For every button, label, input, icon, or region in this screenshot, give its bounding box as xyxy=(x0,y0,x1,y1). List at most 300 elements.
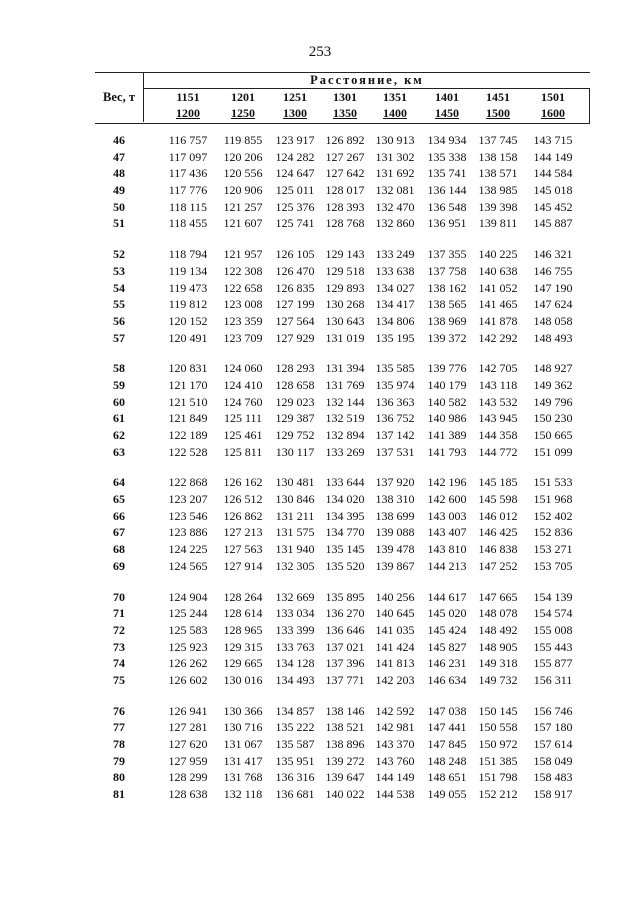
value-cell: 124 647 xyxy=(275,166,315,181)
value-cell: 146 425 xyxy=(478,525,518,540)
distance-range-header xyxy=(365,89,425,122)
value-cell: 142 592 xyxy=(375,703,415,718)
value-cell: 120 831 xyxy=(168,361,208,376)
value-cell: 152 402 xyxy=(533,508,573,523)
value-cell: 141 465 xyxy=(478,297,518,312)
value-cell: 149 732 xyxy=(478,672,518,687)
value-cell: 139 478 xyxy=(375,542,415,557)
value-cell: 137 142 xyxy=(375,428,415,442)
value-cell: 123 359 xyxy=(223,313,263,328)
table-row xyxy=(95,639,595,656)
value-cell: 154 139 xyxy=(533,589,573,604)
value-cell: 123 207 xyxy=(168,492,208,507)
value-cell: 149 055 xyxy=(427,787,467,802)
value-cell: 136 681 xyxy=(275,787,315,802)
value-cell: 143 532 xyxy=(478,394,518,409)
value-cell: 122 308 xyxy=(223,263,263,278)
weight-cell: 77 xyxy=(113,720,125,735)
table-row xyxy=(95,246,595,263)
value-cell: 151 968 xyxy=(533,492,573,507)
value-cell: 135 585 xyxy=(375,361,415,376)
value-cell: 143 715 xyxy=(533,133,573,147)
value-cell: 152 212 xyxy=(478,787,518,802)
table-row xyxy=(95,769,595,786)
table-row xyxy=(95,263,595,280)
table-row xyxy=(95,313,595,330)
value-cell: 144 538 xyxy=(375,787,415,802)
value-cell: 145 424 xyxy=(427,622,467,637)
value-cell: 127 213 xyxy=(223,525,263,540)
value-cell: 145 887 xyxy=(533,216,573,231)
table-row xyxy=(95,215,595,232)
value-cell: 126 835 xyxy=(275,280,315,295)
weight-cell: 52 xyxy=(113,247,125,262)
weight-cell: 57 xyxy=(113,330,125,345)
value-cell: 133 034 xyxy=(275,606,315,621)
table-row xyxy=(95,377,595,394)
value-cell: 133 763 xyxy=(275,639,315,654)
weight-cell: 49 xyxy=(113,183,125,198)
range-from: 1151 xyxy=(176,90,200,104)
value-cell: 127 642 xyxy=(325,166,365,181)
row-group xyxy=(95,246,595,346)
value-cell: 151 099 xyxy=(533,444,573,459)
value-cell: 128 299 xyxy=(168,770,208,785)
value-cell: 137 758 xyxy=(427,263,467,278)
value-cell: 131 692 xyxy=(375,166,415,181)
value-cell: 143 760 xyxy=(375,753,415,768)
value-cell: 133 269 xyxy=(325,444,365,459)
weight-cell: 62 xyxy=(113,428,125,442)
range-to: 1350 xyxy=(333,106,357,120)
value-cell: 157 180 xyxy=(533,720,573,735)
value-cell: 144 772 xyxy=(478,444,518,459)
value-cell: 143 810 xyxy=(427,542,467,557)
value-cell: 145 185 xyxy=(478,475,518,490)
value-cell: 135 145 xyxy=(325,542,365,557)
value-cell: 144 149 xyxy=(375,770,415,785)
table-body xyxy=(95,132,595,817)
value-cell: 116 757 xyxy=(168,133,208,147)
value-cell: 129 665 xyxy=(223,656,263,671)
value-cell: 126 512 xyxy=(223,492,263,507)
value-cell: 118 794 xyxy=(168,247,208,262)
value-cell: 155 008 xyxy=(533,622,573,637)
range-to: 1400 xyxy=(383,106,407,120)
distance-range-header xyxy=(213,89,273,122)
value-cell: 121 957 xyxy=(223,247,263,262)
value-cell: 147 038 xyxy=(427,703,467,718)
value-cell: 141 035 xyxy=(375,622,415,637)
value-cell: 158 049 xyxy=(533,753,573,768)
value-cell: 142 196 xyxy=(427,475,467,490)
value-cell: 117 436 xyxy=(168,166,208,181)
value-cell: 132 519 xyxy=(325,411,365,426)
value-cell: 146 321 xyxy=(533,247,573,262)
row-group xyxy=(95,132,595,232)
value-cell: 134 128 xyxy=(275,656,315,671)
weight-cell: 74 xyxy=(113,656,125,671)
value-cell: 131 940 xyxy=(275,542,315,557)
value-cell: 126 105 xyxy=(275,247,315,262)
value-cell: 138 158 xyxy=(478,149,518,164)
value-cell: 132 118 xyxy=(223,787,263,802)
value-cell: 128 658 xyxy=(275,377,315,392)
value-cell: 119 134 xyxy=(168,263,208,278)
value-cell: 125 376 xyxy=(275,199,315,214)
value-cell: 135 338 xyxy=(427,149,467,164)
value-cell: 136 316 xyxy=(275,770,315,785)
distance-group-header: Расстояние, км xyxy=(144,73,590,89)
value-cell: 131 769 xyxy=(325,377,365,392)
value-cell: 139 398 xyxy=(478,199,518,214)
value-cell: 142 705 xyxy=(478,361,518,376)
value-cell: 141 793 xyxy=(427,444,467,459)
value-cell: 150 972 xyxy=(478,737,518,751)
value-cell: 126 162 xyxy=(223,475,263,490)
weight-cell: 78 xyxy=(113,737,125,751)
value-cell: 147 190 xyxy=(533,280,573,295)
value-cell: 119 812 xyxy=(168,297,208,312)
value-cell: 125 583 xyxy=(168,622,208,637)
value-cell: 123 709 xyxy=(223,330,263,345)
table-row xyxy=(95,444,595,461)
value-cell: 118 115 xyxy=(168,199,208,214)
value-cell: 135 951 xyxy=(275,753,315,768)
value-cell: 133 399 xyxy=(275,622,315,637)
table-row xyxy=(95,296,595,313)
value-cell: 146 012 xyxy=(478,508,518,523)
value-cell: 123 008 xyxy=(223,297,263,312)
value-cell: 154 574 xyxy=(533,606,573,621)
value-cell: 128 638 xyxy=(168,787,208,802)
table-row xyxy=(95,703,595,720)
table-row xyxy=(95,394,595,411)
value-cell: 150 665 xyxy=(533,428,573,442)
value-cell: 128 017 xyxy=(325,183,365,198)
value-cell: 136 646 xyxy=(325,622,365,637)
value-cell: 131 417 xyxy=(223,753,263,768)
value-cell: 139 372 xyxy=(427,330,467,345)
value-cell: 138 146 xyxy=(325,703,365,718)
value-cell: 121 257 xyxy=(223,199,263,214)
table-row xyxy=(95,491,595,508)
weight-cell: 59 xyxy=(113,377,125,392)
value-cell: 155 877 xyxy=(533,656,573,671)
value-cell: 125 811 xyxy=(223,444,263,459)
weight-cell: 60 xyxy=(113,394,125,409)
value-cell: 132 305 xyxy=(275,558,315,573)
value-cell: 134 806 xyxy=(375,313,415,328)
table-row xyxy=(95,280,595,297)
range-from: 1201 xyxy=(231,90,255,104)
header-right-border xyxy=(589,89,590,123)
weight-cell: 51 xyxy=(113,216,125,231)
value-cell: 130 716 xyxy=(223,720,263,735)
value-cell: 130 268 xyxy=(325,297,365,312)
table-row xyxy=(95,524,595,541)
value-cell: 141 052 xyxy=(478,280,518,295)
value-cell: 143 003 xyxy=(427,508,467,523)
value-cell: 136 144 xyxy=(427,183,467,198)
weight-cell: 65 xyxy=(113,492,125,507)
value-cell: 137 021 xyxy=(325,639,365,654)
value-cell: 140 638 xyxy=(478,263,518,278)
value-cell: 128 768 xyxy=(325,216,365,231)
weight-cell: 68 xyxy=(113,542,125,557)
value-cell: 141 813 xyxy=(375,656,415,671)
weight-cell: 55 xyxy=(113,297,125,312)
table-header xyxy=(95,72,590,124)
value-cell: 121 170 xyxy=(168,377,208,392)
row-group xyxy=(95,474,595,574)
value-cell: 134 020 xyxy=(325,492,365,507)
value-cell: 142 292 xyxy=(478,330,518,345)
value-cell: 139 088 xyxy=(375,525,415,540)
value-cell: 125 923 xyxy=(168,639,208,654)
value-cell: 143 118 xyxy=(478,377,518,392)
weight-cell: 72 xyxy=(113,622,125,637)
value-cell: 119 855 xyxy=(223,133,263,147)
row-group xyxy=(95,360,595,460)
value-cell: 136 548 xyxy=(427,199,467,214)
value-cell: 129 893 xyxy=(325,280,365,295)
value-cell: 145 452 xyxy=(533,199,573,214)
value-cell: 124 565 xyxy=(168,558,208,573)
table-row xyxy=(95,410,595,427)
value-cell: 143 407 xyxy=(427,525,467,540)
table-row xyxy=(95,655,595,672)
weight-cell: 50 xyxy=(113,199,125,214)
value-cell: 129 518 xyxy=(325,263,365,278)
range-from: 1301 xyxy=(333,90,357,104)
value-cell: 147 845 xyxy=(427,737,467,751)
value-cell: 123 917 xyxy=(275,133,315,147)
weight-cell: 69 xyxy=(113,558,125,573)
table-row xyxy=(95,132,595,149)
table-row xyxy=(95,165,595,182)
table-row xyxy=(95,736,595,753)
value-cell: 124 410 xyxy=(223,377,263,392)
table-row xyxy=(95,199,595,216)
value-cell: 126 941 xyxy=(168,703,208,718)
value-cell: 132 144 xyxy=(325,394,365,409)
value-cell: 151 533 xyxy=(533,475,573,490)
value-cell: 157 614 xyxy=(533,737,573,751)
value-cell: 133 249 xyxy=(375,247,415,262)
value-cell: 156 746 xyxy=(533,703,573,718)
value-cell: 142 600 xyxy=(427,492,467,507)
value-cell: 131 019 xyxy=(325,330,365,345)
value-cell: 148 492 xyxy=(478,622,518,637)
value-cell: 148 905 xyxy=(478,639,518,654)
weight-cell: 48 xyxy=(113,166,125,181)
value-cell: 117 097 xyxy=(168,149,208,164)
value-cell: 145 827 xyxy=(427,639,467,654)
value-cell: 144 149 xyxy=(533,149,573,164)
value-cell: 129 315 xyxy=(223,639,263,654)
weight-cell: 73 xyxy=(113,639,125,654)
value-cell: 134 493 xyxy=(275,672,315,687)
value-cell: 146 634 xyxy=(427,672,467,687)
value-cell: 128 965 xyxy=(223,622,263,637)
weight-cell: 75 xyxy=(113,672,125,687)
value-cell: 130 366 xyxy=(223,703,263,718)
range-from: 1351 xyxy=(383,90,407,104)
value-cell: 149 318 xyxy=(478,656,518,671)
weight-cell: 80 xyxy=(113,770,125,785)
range-to: 1250 xyxy=(231,106,255,120)
value-cell: 124 904 xyxy=(168,589,208,604)
value-cell: 126 262 xyxy=(168,656,208,671)
value-cell: 126 470 xyxy=(275,263,315,278)
value-cell: 120 556 xyxy=(223,166,263,181)
value-cell: 131 067 xyxy=(223,737,263,751)
weight-cell: 53 xyxy=(113,263,125,278)
value-cell: 135 520 xyxy=(325,558,365,573)
value-cell: 137 745 xyxy=(478,133,518,147)
distance-range-header xyxy=(468,89,528,122)
value-cell: 135 895 xyxy=(325,589,365,604)
value-cell: 120 491 xyxy=(168,330,208,345)
value-cell: 149 796 xyxy=(533,394,573,409)
value-cell: 146 231 xyxy=(427,656,467,671)
weight-cell: 61 xyxy=(113,411,125,426)
value-cell: 134 770 xyxy=(325,525,365,540)
value-cell: 138 969 xyxy=(427,313,467,328)
value-cell: 140 022 xyxy=(325,787,365,802)
weight-cell: 67 xyxy=(113,525,125,540)
weight-cell: 58 xyxy=(113,361,125,376)
value-cell: 138 699 xyxy=(375,508,415,523)
value-cell: 124 060 xyxy=(223,361,263,376)
value-cell: 135 195 xyxy=(375,330,415,345)
range-to: 1450 xyxy=(435,106,459,120)
weight-column-header: Вес, т xyxy=(95,73,144,122)
value-cell: 122 528 xyxy=(168,444,208,459)
value-cell: 147 665 xyxy=(478,589,518,604)
value-cell: 127 281 xyxy=(168,720,208,735)
value-cell: 127 929 xyxy=(275,330,315,345)
value-cell: 135 587 xyxy=(275,737,315,751)
weight-cell: 76 xyxy=(113,703,125,718)
value-cell: 135 222 xyxy=(275,720,315,735)
value-cell: 138 521 xyxy=(325,720,365,735)
value-cell: 148 927 xyxy=(533,361,573,376)
value-cell: 150 145 xyxy=(478,703,518,718)
range-from: 1451 xyxy=(486,90,510,104)
value-cell: 127 959 xyxy=(168,753,208,768)
value-cell: 136 752 xyxy=(375,411,415,426)
table-row xyxy=(95,786,595,803)
table-row xyxy=(95,672,595,689)
value-cell: 139 811 xyxy=(478,216,518,231)
weight-cell: 63 xyxy=(113,444,125,459)
value-cell: 134 934 xyxy=(427,133,467,147)
table-row xyxy=(95,719,595,736)
value-cell: 138 162 xyxy=(427,280,467,295)
value-cell: 140 986 xyxy=(427,411,467,426)
value-cell: 119 473 xyxy=(168,280,208,295)
value-cell: 155 443 xyxy=(533,639,573,654)
value-cell: 125 741 xyxy=(275,216,315,231)
value-cell: 127 564 xyxy=(275,313,315,328)
table-row xyxy=(95,622,595,639)
weight-cell: 70 xyxy=(113,589,125,604)
value-cell: 128 614 xyxy=(223,606,263,621)
value-cell: 127 199 xyxy=(275,297,315,312)
value-cell: 138 985 xyxy=(478,183,518,198)
value-cell: 149 362 xyxy=(533,377,573,392)
value-cell: 150 230 xyxy=(533,411,573,426)
value-cell: 124 760 xyxy=(223,394,263,409)
value-cell: 130 913 xyxy=(375,133,415,147)
table-row xyxy=(95,474,595,491)
table-row xyxy=(95,427,595,444)
table-row xyxy=(95,541,595,558)
value-cell: 117 776 xyxy=(168,183,208,198)
value-cell: 153 271 xyxy=(533,542,573,557)
value-cell: 127 620 xyxy=(168,737,208,751)
value-cell: 132 860 xyxy=(375,216,415,231)
value-cell: 158 917 xyxy=(533,787,573,802)
table-row xyxy=(95,753,595,770)
value-cell: 125 461 xyxy=(223,428,263,442)
distance-range-header xyxy=(158,89,218,122)
value-cell: 133 644 xyxy=(325,475,365,490)
row-group xyxy=(95,589,595,689)
value-cell: 137 355 xyxy=(427,247,467,262)
value-cell: 122 868 xyxy=(168,475,208,490)
value-cell: 147 252 xyxy=(478,558,518,573)
value-cell: 128 293 xyxy=(275,361,315,376)
value-cell: 134 395 xyxy=(325,508,365,523)
value-cell: 146 838 xyxy=(478,542,518,557)
value-cell: 123 886 xyxy=(168,525,208,540)
value-cell: 124 282 xyxy=(275,149,315,164)
value-cell: 148 248 xyxy=(427,753,467,768)
value-cell: 150 558 xyxy=(478,720,518,735)
value-cell: 139 272 xyxy=(325,753,365,768)
value-cell: 139 647 xyxy=(325,770,365,785)
value-cell: 137 531 xyxy=(375,444,415,459)
value-cell: 121 849 xyxy=(168,411,208,426)
value-cell: 144 358 xyxy=(478,428,518,442)
range-to: 1500 xyxy=(486,106,510,120)
table-row xyxy=(95,182,595,199)
value-cell: 130 117 xyxy=(275,444,315,459)
value-cell: 151 385 xyxy=(478,753,518,768)
weight-cell: 81 xyxy=(113,787,125,802)
value-cell: 129 387 xyxy=(275,411,315,426)
value-cell: 128 264 xyxy=(223,589,263,604)
value-cell: 140 256 xyxy=(375,589,415,604)
range-from: 1251 xyxy=(283,90,307,104)
value-cell: 137 771 xyxy=(325,672,365,687)
range-to: 1300 xyxy=(283,106,307,120)
value-cell: 131 394 xyxy=(325,361,365,376)
distance-range-header xyxy=(523,89,583,122)
table-row xyxy=(95,330,595,347)
value-cell: 121 510 xyxy=(168,394,208,409)
weight-cell: 71 xyxy=(113,606,125,621)
value-cell: 125 111 xyxy=(223,411,263,426)
value-cell: 130 846 xyxy=(275,492,315,507)
value-cell: 135 741 xyxy=(427,166,467,181)
value-cell: 118 455 xyxy=(168,216,208,231)
value-cell: 134 027 xyxy=(375,280,415,295)
value-cell: 138 310 xyxy=(375,492,415,507)
